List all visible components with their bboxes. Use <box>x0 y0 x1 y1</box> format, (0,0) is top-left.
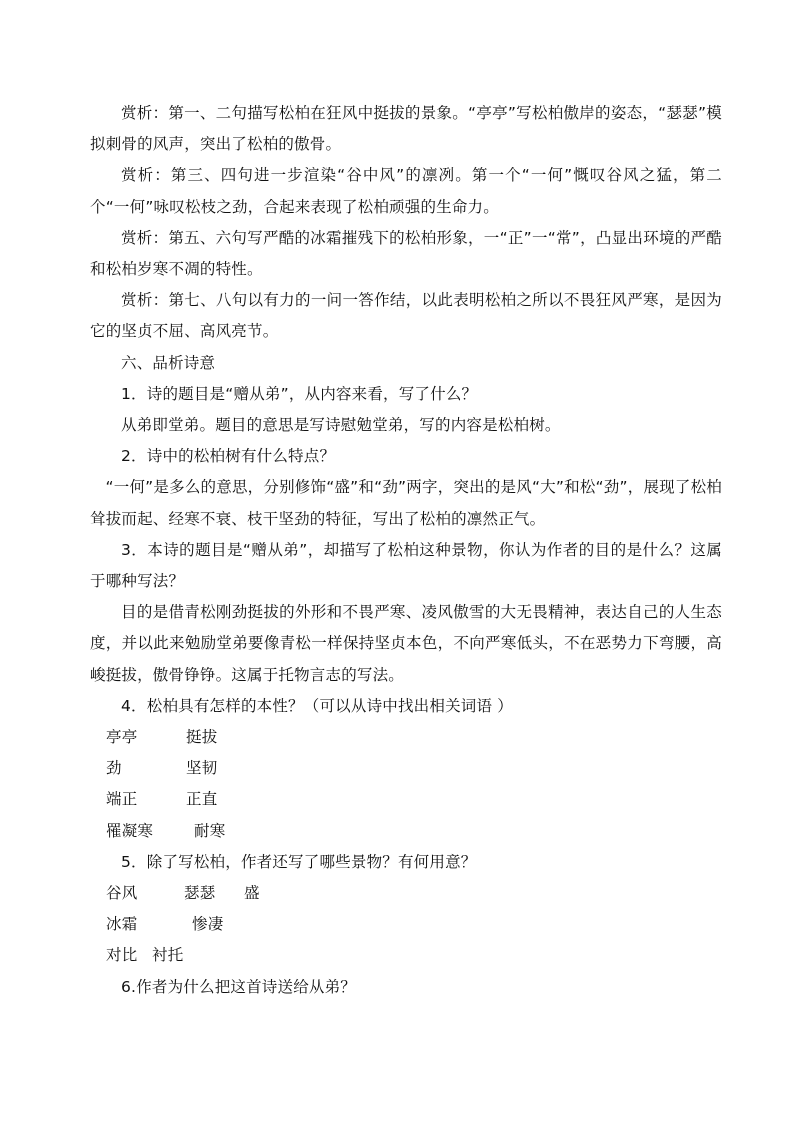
trait-pair-row <box>106 784 722 815</box>
trait-pair-row <box>106 816 722 847</box>
trait-word: 坚韧 <box>186 759 218 778</box>
scenery-list <box>90 878 722 972</box>
trait-pair-row <box>106 722 722 753</box>
trait-word: 挺拔 <box>186 728 218 747</box>
poem-word: 劲 <box>106 759 122 778</box>
scenery-word: 瑟瑟 <box>184 884 216 903</box>
trait-pairs-list <box>90 722 722 847</box>
document-body <box>90 98 722 1003</box>
scenery-row-1 <box>106 878 722 909</box>
scenery-word: 盛 <box>244 884 260 903</box>
question-5: 5．除了写松柏，作者还写了哪些景物？有何用意？ <box>121 852 477 871</box>
poem-word: 端正 <box>106 790 138 809</box>
scenery-word: 谷风 <box>106 884 138 903</box>
section-title: 六、品析诗意 <box>121 353 216 372</box>
trait-pair-row <box>106 753 722 784</box>
trait-word: 正直 <box>186 790 218 809</box>
answer-1: 从弟即堂弟。题目的意思是写诗慰勉堂弟，写的内容是松柏树。 <box>121 416 561 435</box>
scenery-word: 冰霜 <box>106 915 138 934</box>
technique-word: 衬托 <box>152 946 184 965</box>
poem-word: 罹凝寒 <box>106 821 154 840</box>
answer-2: “一何”是多么的意思，分别修饰“盛”和“劲”两字，突出的是风“大”和松“劲”，展现了松柏耸拔而起、经寒不衰、枝干坚劲的特征，写出了松柏的凛然正气。 <box>90 478 722 528</box>
question-4: 4．松柏具有怎样的本性？（可以从诗中找出相关词语 ） <box>121 696 513 715</box>
question-2: 2．诗中的松柏树有什么特点？ <box>121 447 336 466</box>
analysis-paragraph-3: 赏析：第五、六句写严酷的冰霜摧残下的松柏形象，一“正”一“常”，凸显出环境的严酷和松柏岁寒不凋的特性。 <box>90 228 722 279</box>
question-1: 1．诗的题目是“赠从弟”，从内容来看，写了什么？ <box>121 384 478 403</box>
technique-word: 对比 <box>106 946 138 965</box>
poem-word: 亭亭 <box>106 728 138 747</box>
trait-word: 耐寒 <box>194 821 226 840</box>
question-6: 6.作者为什么把这首诗送给从弟？ <box>121 977 356 996</box>
analysis-paragraph-2: 赏析：第三、四句进一步渲染“谷中风”的凛冽。第一个“一何”慨叹谷风之猛，第二个“一何”咏叹松枝之劲，合起来表现了松柏顽强的生命力。 <box>90 166 722 216</box>
analysis-paragraph-1: 赏析：第一、二句描写松柏在狂风中挺拔的景象。“亭亭”写松柏傲岸的姿态，“瑟瑟”模拟刺骨的风声，突出了松柏的傲骨。 <box>90 104 722 154</box>
scenery-word: 惨凄 <box>192 915 224 934</box>
answer-3: 目的是借青松刚劲挺拔的外形和不畏严寒、凌风傲雪的大无畏精神，表达自己的人生态度，并以此来勉励堂弟要像青松一样保持坚贞本色，不向严寒低头，不在恶势力下弯腰，高峻挺拔，傲骨铮铮。这属于托物言志的写法。 <box>90 603 722 684</box>
scenery-row-3 <box>106 940 722 971</box>
question-3: 3．本诗的题目是“赠从弟”，却描写了松柏这种景物，你认为作者的目的是什么？这属于哪种写法？ <box>90 540 722 591</box>
analysis-paragraph-4: 赏析：第七、八句以有力的一问一答作结，以此表明松柏之所以不畏狂风严寒，是因为它的坚贞不屈、高风亮节。 <box>90 291 722 341</box>
scenery-row-2 <box>106 909 722 940</box>
